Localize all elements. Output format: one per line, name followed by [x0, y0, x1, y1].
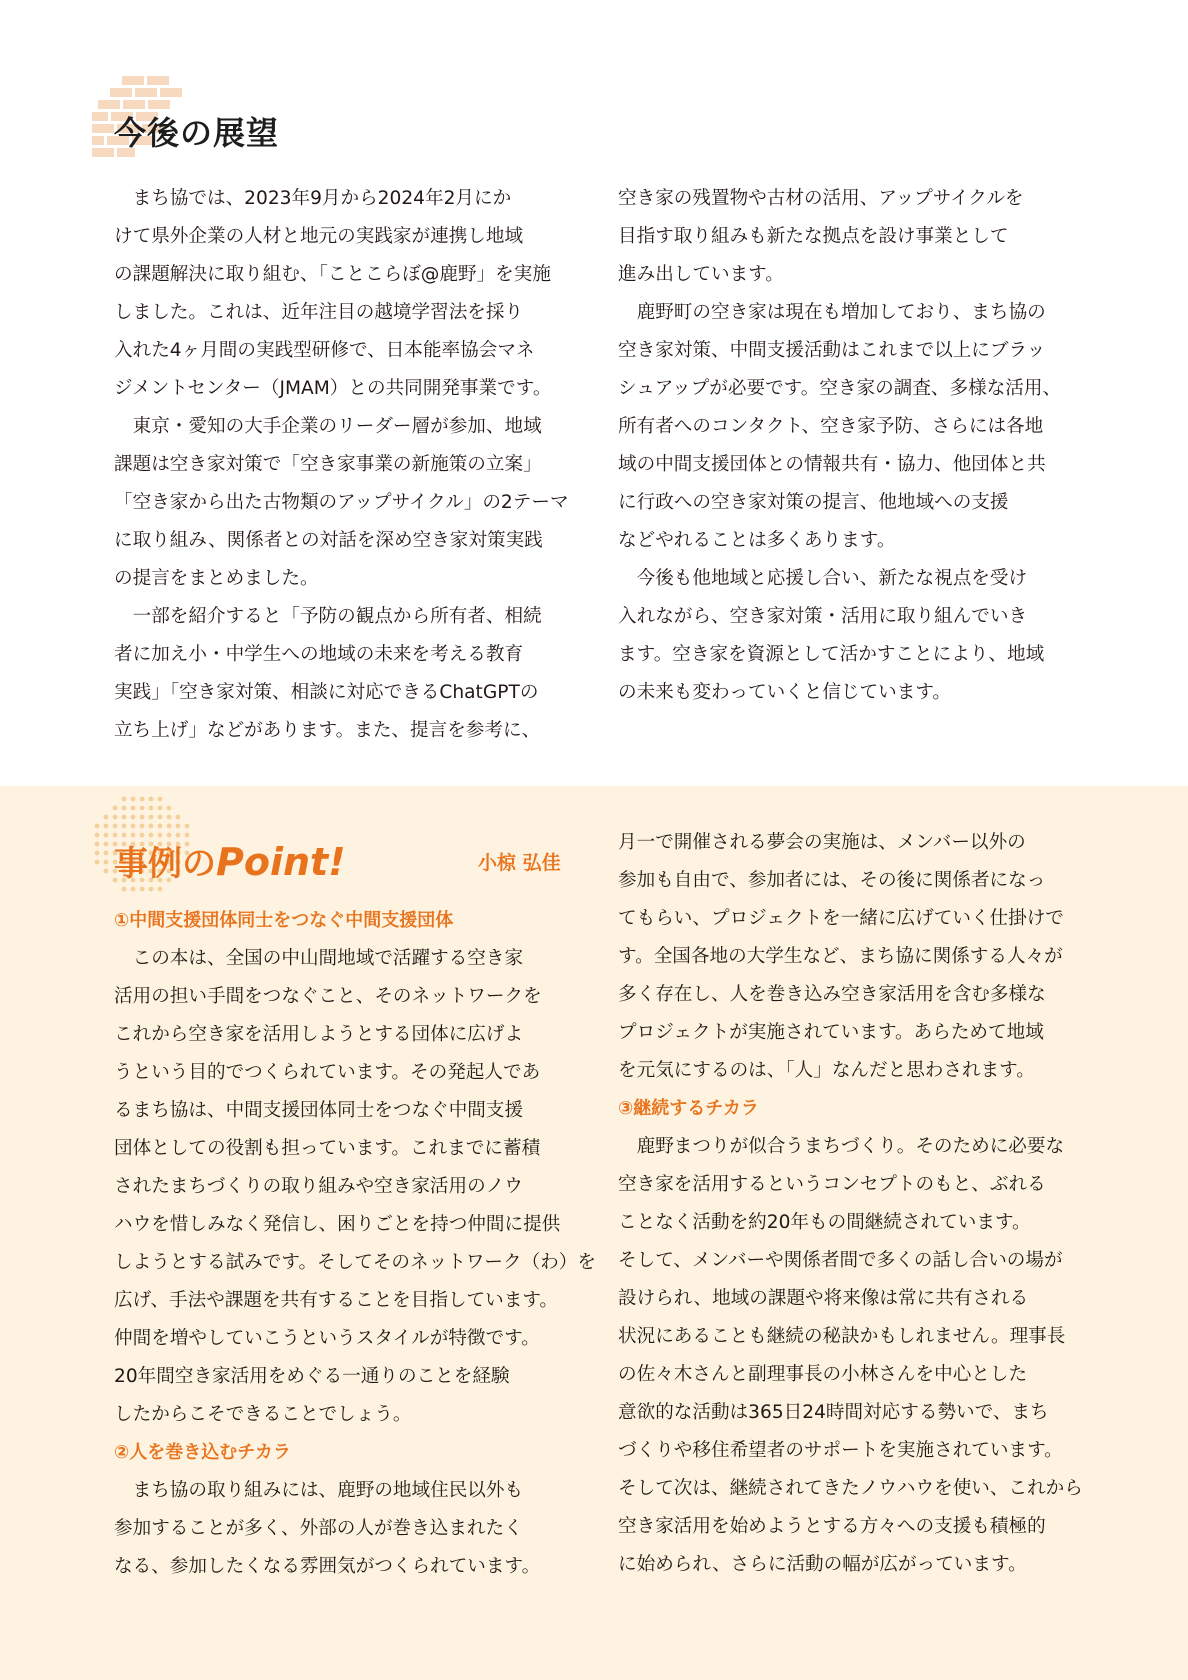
decoration-dot: [158, 797, 163, 802]
point-left-column: [114, 902, 596, 1586]
body-line: 今後も他地域と応援し合い、新たな視点を受け: [618, 568, 1028, 589]
decoration-dot: [176, 824, 181, 829]
body-line: 所有者へのコンタクト、空き家予防、さらには各地: [618, 416, 1044, 437]
decoration-dot: [140, 887, 145, 892]
decoration-dot: [104, 824, 109, 829]
decoration-dot: [131, 887, 136, 892]
outlook-left-column: [114, 180, 574, 750]
body-line: づくりや移住希望者のサポートを実施されています。: [618, 1440, 1063, 1461]
body-line: けて県外企業の人材と地元の実践家が連携し地域: [114, 226, 524, 247]
body-line: まち協では、2023年9月から2024年2月にか: [114, 188, 512, 209]
decoration-dot: [122, 815, 127, 820]
body-line: 進み出しています。: [618, 264, 784, 285]
decoration-dot: [104, 833, 109, 838]
body-line: に始められ、さらに活動の幅が広がっています。: [618, 1554, 1027, 1575]
decoration-dot: [95, 860, 100, 865]
decoration-dot: [149, 797, 154, 802]
decoration-dot: [167, 824, 172, 829]
body-line: したからこそできることでしょう。: [114, 1404, 412, 1425]
body-line: てもらい、プロジェクトを一緒に広げていく仕掛けで: [618, 908, 1064, 929]
body-line: そして、メンバーや関係者間で多くの話し合いの場が: [618, 1250, 1063, 1271]
body-line: しました。これは、近年注目の越境学習法を採り: [114, 302, 524, 323]
decoration-dot: [95, 842, 100, 847]
body-line: の課題解決に取り組む、「ことこらぼ@鹿野」を実施: [114, 264, 551, 285]
decoration-dot: [95, 824, 100, 829]
decoration-dot: [104, 851, 109, 856]
subheading: ③継続するチカラ: [618, 1098, 759, 1119]
body-line: なる、参加したくなる雰囲気がつくられています。: [114, 1556, 541, 1577]
body-line: しようとする試みです。そしてそのネットワーク（わ）を: [114, 1252, 596, 1273]
decoration-dot: [104, 869, 109, 874]
body-line: ます。空き家を資源として活かすことにより、地域: [618, 644, 1045, 665]
body-line: まち協の取り組みには、鹿野の地域住民以外も: [114, 1480, 524, 1501]
decoration-dot: [122, 824, 127, 829]
body-line: 状況にあることも継続の秘訣かもしれません。理事長: [618, 1326, 1066, 1347]
body-line: 空き家を活用するというコンセプトのもと、ぶれる: [618, 1174, 1046, 1195]
body-line: 一部を紹介すると「予防の観点から所有者、相続: [114, 606, 542, 627]
decoration-dot: [158, 824, 163, 829]
decoration-dot: [131, 824, 136, 829]
body-line: シュアップが必要です。空き家の調査、多様な活用、: [618, 378, 1062, 399]
body-line: これから空き家を活用しようとする団体に広げよ: [114, 1024, 524, 1045]
body-line: を元気にするのは、「人」なんだと思わされます。: [618, 1060, 1035, 1081]
body-line: 入れた4ヶ月間の実践型研修で、日本能率協会マネ: [114, 340, 535, 361]
body-line: 多く存在し、人を巻き込み空き家活用を含む多様な: [618, 984, 1046, 1005]
decoration-dot: [95, 833, 100, 838]
body-line: 20年間空き家活用をめぐる一通りのことを経験: [114, 1366, 510, 1387]
body-line: 参加も自由で、参加者には、その後に関係者になっ: [618, 870, 1046, 891]
decoration-dot: [104, 860, 109, 865]
subheading: ①中間支援団体同士をつなぐ中間支援団体: [114, 910, 454, 931]
body-line: 課題は空き家対策で「空き家事業の新施策の立案」: [114, 454, 542, 475]
outlook-section: [0, 0, 1188, 786]
body-line: るまち協は、中間支援団体同士をつなぐ中間支援: [114, 1100, 524, 1121]
subheading: ②人を巻き込むチカラ: [114, 1442, 291, 1463]
section-title: 今後の展望: [114, 114, 280, 152]
decoration-dot: [149, 815, 154, 820]
body-line: 空き家対策、中間支援活動はこれまで以上にブラッ: [618, 340, 1046, 361]
body-line: の未来も変わっていくと信じています。: [618, 682, 952, 703]
point-title-point: Point!: [216, 840, 346, 884]
body-line: 者に加え小・中学生への地域の未来を考える教育: [114, 644, 524, 665]
body-line: す。全国各地の大学生など、まち協に関係する人々が: [618, 946, 1063, 967]
decoration-dot: [104, 815, 109, 820]
body-line: に行政への空き家対策の提言、他地域への支援: [618, 492, 1009, 513]
body-line: 意欲的な活動は365日24時間対応する勢いで、まち: [618, 1402, 1049, 1423]
body-line: プロジェクトが実施されています。あらためて地域: [618, 1022, 1044, 1043]
body-line: ハウを惜しみなく発信し、困りごとを持つ仲間に提供: [114, 1214, 561, 1235]
body-line: 広げ、手法や課題を共有することを目指しています。: [114, 1290, 559, 1311]
body-line: の提言をまとめました。: [114, 568, 319, 589]
body-line: うという目的でつくられています。その発起人であ: [114, 1062, 541, 1083]
decoration-dot: [95, 851, 100, 856]
decoration-dot: [158, 806, 163, 811]
point-title-prefix: 事例の: [114, 844, 216, 884]
body-line: 鹿野町の空き家は現在も増加しており、まち協の: [618, 302, 1046, 323]
decoration-dot: [158, 815, 163, 820]
body-line: 空き家活用を始めようとする方々への支援も積極的: [618, 1516, 1046, 1537]
body-line: 「空き家から出た古物類のアップサイクル」の2テーマ: [114, 492, 569, 513]
body-line: されたまちづくりの取り組みや空き家活用のノウ: [114, 1176, 523, 1197]
decoration-dot: [113, 824, 118, 829]
body-line: 月一で開催される夢会の実施は、メンバー以外の: [618, 832, 1026, 853]
body-line: 目指す取り組みも新たな拠点を設け事業として: [618, 226, 1009, 247]
decoration-dot: [167, 806, 172, 811]
decoration-dot: [149, 824, 154, 829]
decoration-dot: [113, 806, 118, 811]
decoration-dot: [131, 806, 136, 811]
decoration-dot: [122, 887, 127, 892]
point-right-column: [618, 824, 1083, 1584]
point-title: [114, 836, 346, 885]
decoration-dot: [149, 887, 154, 892]
body-line: ジメントセンター（JMAM）との共同開発事業です。: [114, 378, 552, 399]
body-line: この本は、全国の中山間地域で活躍する空き家: [114, 948, 524, 969]
body-line: 空き家の残置物や古材の活用、アップサイクルを: [618, 188, 1024, 209]
body-line: 参加することが多く、外部の人が巻き込まれたく: [114, 1518, 523, 1539]
decoration-dot: [158, 887, 163, 892]
body-line: ことなく活動を約20年もの間継続されています。: [618, 1212, 1031, 1233]
body-line: 実践」「空き家対策、相談に対応できるChatGPTの: [114, 682, 539, 703]
body-line: 鹿野まつりが似合うまちづくり。そのために必要な: [618, 1136, 1065, 1157]
body-line: 入れながら、空き家対策・活用に取り組んでいき: [618, 606, 1028, 627]
outlook-right-column: [618, 180, 1078, 712]
decoration-dot: [140, 815, 145, 820]
decoration-dot: [176, 815, 181, 820]
body-line: などやれることは多くあります。: [618, 530, 896, 551]
decoration-dot: [185, 824, 190, 829]
decoration-dot: [140, 806, 145, 811]
body-line: 仲間を増やしていこうというスタイルが特徴です。: [114, 1328, 540, 1349]
decoration-dot: [140, 797, 145, 802]
body-line: そして次は、継続されてきたノウハウを使い、これから: [618, 1478, 1083, 1499]
decoration-dot: [122, 797, 127, 802]
decoration-dot: [122, 806, 127, 811]
body-line: 設けられ、地域の課題や将来像は常に共有される: [618, 1288, 1029, 1309]
body-line: 立ち上げ」などがあります。また、提言を参考に、: [114, 720, 541, 741]
body-line: 東京・愛知の大手企業のリーダー層が参加、地域: [114, 416, 542, 437]
body-line: 団体としての役割も担っています。これまでに蓄積: [114, 1138, 541, 1159]
body-line: 活用の担い手間をつなぐこと、そのネットワークを: [114, 986, 542, 1007]
decoration-dot: [167, 815, 172, 820]
decoration-dot: [149, 806, 154, 811]
author-name: 小椋 弘佳: [478, 852, 561, 874]
body-line: 域の中間支援団体との情報共有・協力、他団体と共: [618, 454, 1046, 475]
decoration-dot: [104, 842, 109, 847]
decoration-dot: [131, 815, 136, 820]
decoration-dot: [131, 797, 136, 802]
body-line: に取り組み、関係者との対話を深め空き家対策実践: [114, 530, 543, 551]
body-line: の佐々木さんと副理事長の小林さんを中心とした: [618, 1364, 1028, 1385]
decoration-dot: [113, 815, 118, 820]
decoration-dot: [140, 824, 145, 829]
